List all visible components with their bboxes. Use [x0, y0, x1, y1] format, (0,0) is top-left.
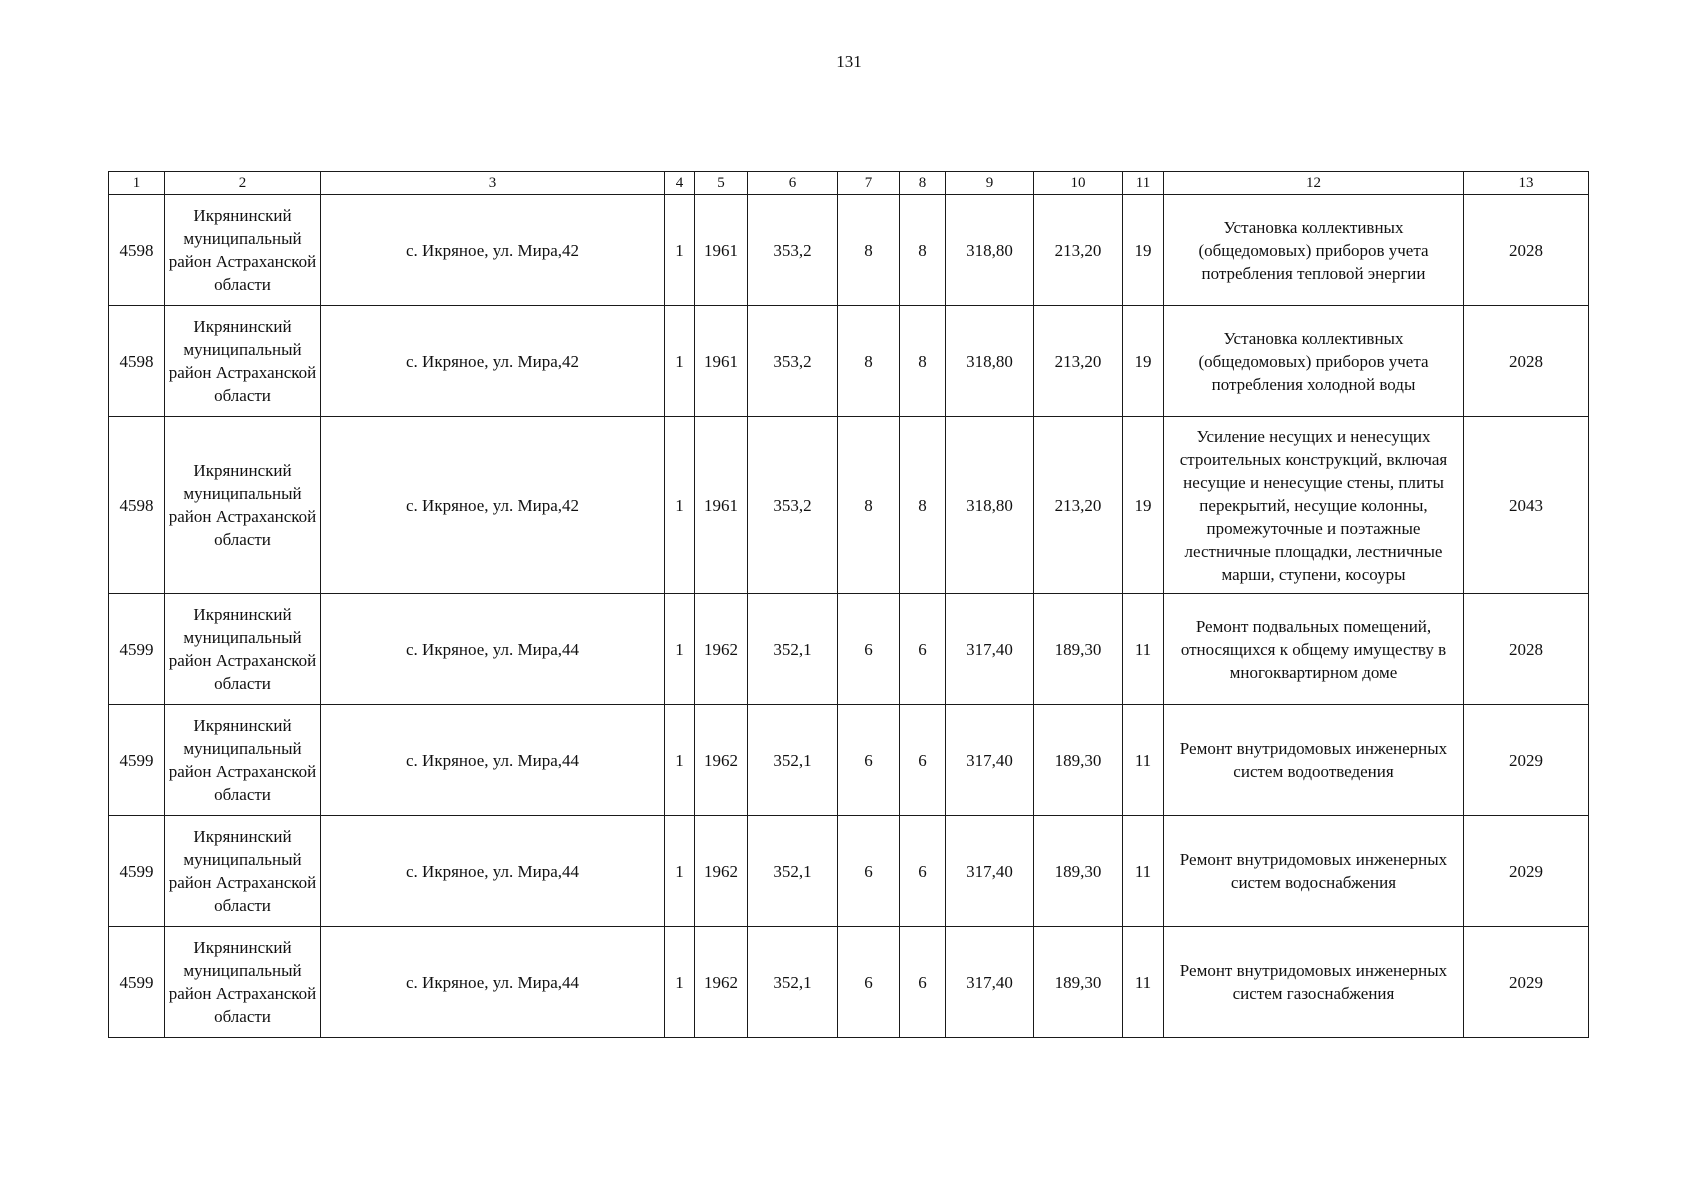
- col6-cell: 352,1: [748, 594, 838, 705]
- address-cell: с. Икряное, ул. Мира,44: [321, 594, 665, 705]
- year-cell: 1961: [695, 306, 748, 417]
- municipality-cell: Икрянинский муниципальный район Астраханской области: [165, 816, 321, 927]
- col7-cell: 6: [838, 816, 900, 927]
- municipality-cell: Икрянинский муниципальный район Астраханской области: [165, 927, 321, 1038]
- col9-cell: 318,80: [946, 195, 1034, 306]
- column-number: 7: [838, 172, 900, 195]
- row-number: 4599: [109, 705, 165, 816]
- table-row: [109, 195, 1589, 306]
- work-type-cell: Установка коллективных (общедомовых) приборов учета потребления тепловой энергии: [1164, 195, 1464, 306]
- col8-cell: 8: [900, 417, 946, 594]
- column-number: 11: [1123, 172, 1164, 195]
- work-type-cell: Усиление несущих и ненесущих строительных конструкций, включая несущие и ненесущие стены, плиты перекрытий, несущие колонны, промежуточные и поэтажные лестничные площадки, лестничные марши, ступени, косоуры: [1164, 417, 1464, 594]
- column-number: 1: [109, 172, 165, 195]
- row-number: 4598: [109, 306, 165, 417]
- col4-cell: 1: [665, 594, 695, 705]
- col8-cell: 8: [900, 306, 946, 417]
- column-number: 6: [748, 172, 838, 195]
- municipality-cell: Икрянинский муниципальный район Астраханской области: [165, 705, 321, 816]
- col9-cell: 317,40: [946, 594, 1034, 705]
- column-number-row: [109, 172, 1589, 195]
- col4-cell: 1: [665, 306, 695, 417]
- work-type-cell: Ремонт внутридомовых инженерных систем газоснабжения: [1164, 927, 1464, 1038]
- column-number: 2: [165, 172, 321, 195]
- col8-cell: 6: [900, 594, 946, 705]
- row-number: 4599: [109, 927, 165, 1038]
- table-row: [109, 816, 1589, 927]
- col7-cell: 6: [838, 594, 900, 705]
- row-number: 4598: [109, 195, 165, 306]
- municipality-cell: Икрянинский муниципальный район Астраханской области: [165, 594, 321, 705]
- table-row: [109, 705, 1589, 816]
- col11-cell: 11: [1123, 816, 1164, 927]
- year-cell: 1962: [695, 705, 748, 816]
- col4-cell: 1: [665, 705, 695, 816]
- col10-cell: 213,20: [1034, 306, 1123, 417]
- table-row: [109, 306, 1589, 417]
- table-row: [109, 594, 1589, 705]
- col7-cell: 8: [838, 195, 900, 306]
- column-number: 3: [321, 172, 665, 195]
- address-cell: с. Икряное, ул. Мира,42: [321, 195, 665, 306]
- row-number: 4599: [109, 816, 165, 927]
- year-cell: 1962: [695, 594, 748, 705]
- col10-cell: 189,30: [1034, 927, 1123, 1038]
- col7-cell: 6: [838, 705, 900, 816]
- col11-cell: 19: [1123, 195, 1164, 306]
- col6-cell: 352,1: [748, 927, 838, 1038]
- col11-cell: 11: [1123, 705, 1164, 816]
- col4-cell: 1: [665, 195, 695, 306]
- col10-cell: 213,20: [1034, 417, 1123, 594]
- col6-cell: 352,1: [748, 816, 838, 927]
- planned-year-cell: 2028: [1464, 594, 1589, 705]
- col8-cell: 6: [900, 705, 946, 816]
- address-cell: с. Икряное, ул. Мира,44: [321, 705, 665, 816]
- year-cell: 1962: [695, 927, 748, 1038]
- col9-cell: 318,80: [946, 417, 1034, 594]
- col7-cell: 8: [838, 306, 900, 417]
- planned-year-cell: 2029: [1464, 705, 1589, 816]
- column-number: 13: [1464, 172, 1589, 195]
- col10-cell: 189,30: [1034, 594, 1123, 705]
- municipality-cell: Икрянинский муниципальный район Астраханской области: [165, 195, 321, 306]
- col6-cell: 353,2: [748, 195, 838, 306]
- table-row: [109, 417, 1589, 594]
- col9-cell: 317,40: [946, 927, 1034, 1038]
- col7-cell: 8: [838, 417, 900, 594]
- col9-cell: 318,80: [946, 306, 1034, 417]
- col9-cell: 317,40: [946, 816, 1034, 927]
- work-type-cell: Ремонт подвальных помещений, относящихся к общему имуществу в многоквартирном доме: [1164, 594, 1464, 705]
- col8-cell: 6: [900, 927, 946, 1038]
- column-number: 9: [946, 172, 1034, 195]
- column-number: 10: [1034, 172, 1123, 195]
- column-number: 4: [665, 172, 695, 195]
- planned-year-cell: 2043: [1464, 417, 1589, 594]
- municipality-cell: Икрянинский муниципальный район Астраханской области: [165, 306, 321, 417]
- col11-cell: 19: [1123, 306, 1164, 417]
- address-cell: с. Икряное, ул. Мира,42: [321, 306, 665, 417]
- row-number: 4598: [109, 417, 165, 594]
- planned-year-cell: 2028: [1464, 195, 1589, 306]
- column-number: 12: [1164, 172, 1464, 195]
- col4-cell: 1: [665, 417, 695, 594]
- planned-year-cell: 2029: [1464, 816, 1589, 927]
- work-type-cell: Ремонт внутридомовых инженерных систем водоснабжения: [1164, 816, 1464, 927]
- repair-schedule-table: [108, 171, 1589, 1038]
- year-cell: 1961: [695, 195, 748, 306]
- year-cell: 1961: [695, 417, 748, 594]
- col4-cell: 1: [665, 816, 695, 927]
- col6-cell: 353,2: [748, 306, 838, 417]
- col10-cell: 189,30: [1034, 705, 1123, 816]
- col4-cell: 1: [665, 927, 695, 1038]
- col6-cell: 353,2: [748, 417, 838, 594]
- col9-cell: 317,40: [946, 705, 1034, 816]
- col10-cell: 213,20: [1034, 195, 1123, 306]
- col6-cell: 352,1: [748, 705, 838, 816]
- address-cell: с. Икряное, ул. Мира,44: [321, 816, 665, 927]
- col10-cell: 189,30: [1034, 816, 1123, 927]
- row-number: 4599: [109, 594, 165, 705]
- address-cell: с. Икряное, ул. Мира,44: [321, 927, 665, 1038]
- col8-cell: 6: [900, 816, 946, 927]
- work-type-cell: Ремонт внутридомовых инженерных систем водоотведения: [1164, 705, 1464, 816]
- column-number: 8: [900, 172, 946, 195]
- planned-year-cell: 2028: [1464, 306, 1589, 417]
- address-cell: с. Икряное, ул. Мира,42: [321, 417, 665, 594]
- col11-cell: 11: [1123, 927, 1164, 1038]
- col7-cell: 6: [838, 927, 900, 1038]
- municipality-cell: Икрянинский муниципальный район Астраханской области: [165, 417, 321, 594]
- col8-cell: 8: [900, 195, 946, 306]
- col11-cell: 19: [1123, 417, 1164, 594]
- page-number: 131: [836, 52, 862, 71]
- planned-year-cell: 2029: [1464, 927, 1589, 1038]
- table-row: [109, 927, 1589, 1038]
- column-number: 5: [695, 172, 748, 195]
- col11-cell: 11: [1123, 594, 1164, 705]
- year-cell: 1962: [695, 816, 748, 927]
- work-type-cell: Установка коллективных (общедомовых) приборов учета потребления холодной воды: [1164, 306, 1464, 417]
